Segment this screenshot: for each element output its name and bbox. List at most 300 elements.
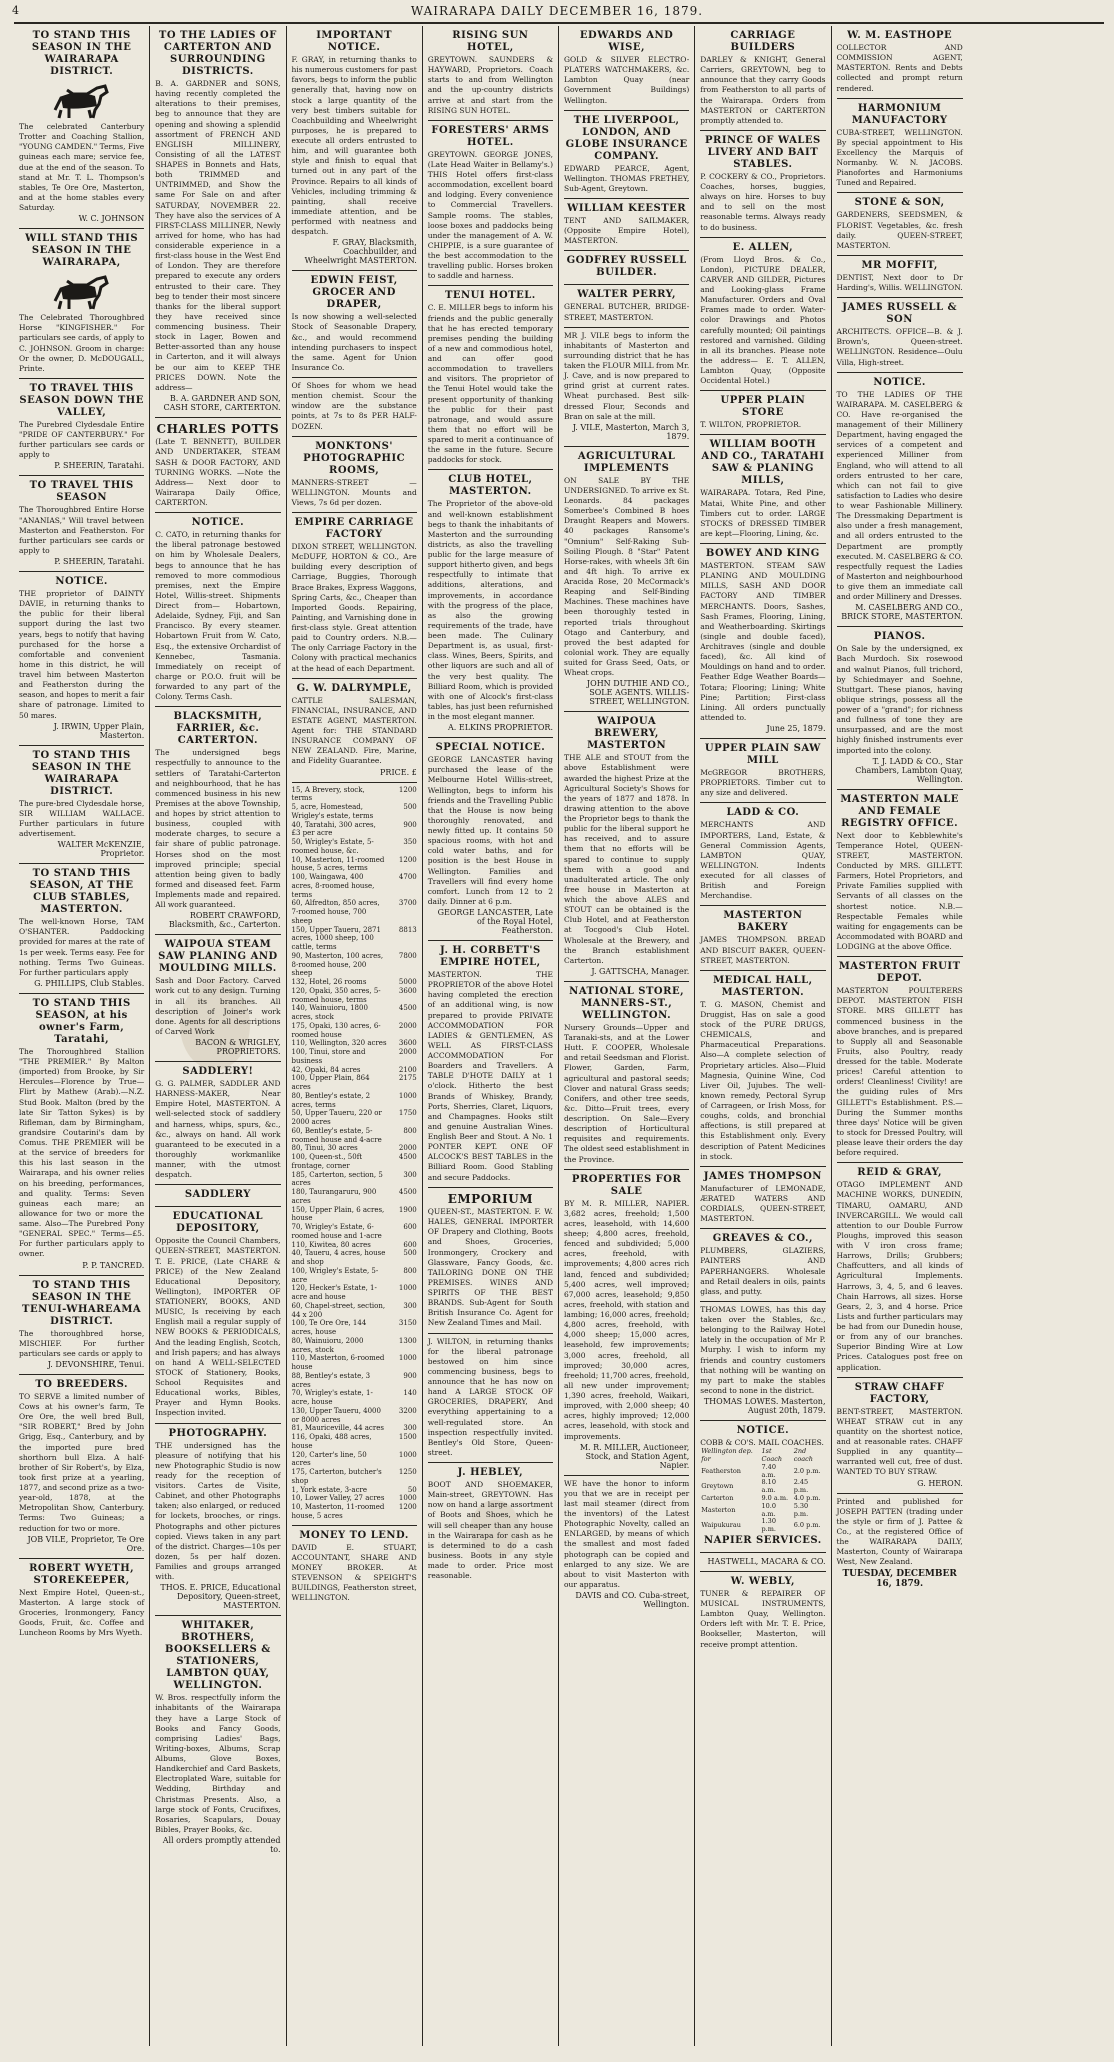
table-row	[292, 786, 417, 804]
property-price-table	[292, 786, 417, 1521]
ad-heading: ROBERT WYETH, STOREKEEPER,	[29, 1562, 135, 1586]
ad-body: GOLD & SILVER ELECTRO-PLATERS WATCHMAKERS, &c. Lambton Quay (near Government Buildings) Wellington.	[564, 55, 690, 105]
property-description: 120, Hecker's Estate, 1-acre and house	[291, 1284, 377, 1301]
advertisement	[428, 121, 553, 287]
table-row	[292, 1048, 417, 1066]
ad-signature: GEORGE LANCASTER, Late of the Royal Hotel, Featherston.	[437, 908, 553, 935]
ad-heading: NOTICE.	[191, 517, 245, 529]
advertisement	[19, 746, 144, 865]
advertisement	[155, 26, 280, 418]
ad-heading: UPPER PLAIN STORE	[720, 395, 806, 419]
ad-heading: EDWIN FEIST, GROCER AND DRAPER,	[310, 275, 398, 311]
table-row	[292, 1109, 417, 1127]
table-row	[292, 1424, 417, 1433]
ad-body: G. G. PALMER, SADDLER AND HARNESS-MAKER, Near Empire Hotel, MASTERTON. A well-selected stock of saddlery and harness, whips, spurs, &c., &c., always on hand. All work guaranteed to be executed in a thoroughly workmanlike manner, with the utmost despatch.	[155, 1079, 281, 1180]
ad-heading: MEDICAL HALL, MASTERTON.	[713, 974, 813, 998]
table-row	[292, 1127, 417, 1145]
ad-heading: HARMONIUM MANUFACTORY	[851, 102, 948, 126]
advertisement	[564, 328, 689, 447]
ad-signature: BACON & WRIGLEY, PROPRIETORS.	[195, 1038, 281, 1057]
ad-signature: PRICE. £	[380, 767, 417, 777]
ad-signature: G. PHILLIPS, Club Stables.	[34, 978, 145, 988]
ad-body: GREYTOWN. GEORGE JONES, (Late Head Waiter in Bellamy's.) THIS Hotel offers first-class accommodation, excellent board and lodging. Every convenience to Commercial Travellers. Sample rooms. The stables, loose boxes and paddocks being under the management of A. W. CHIPPIE, is a sure guarantee of the best accommodation to the travelling public. Horses broken to saddle and harness.	[427, 149, 553, 281]
ad-signature: DAVIS and CO. Cuba-street, Wellington.	[575, 1591, 690, 1609]
masthead	[0, 4, 1114, 20]
ad-heading: TENUI HOTEL.	[444, 290, 536, 302]
ad-heading: W. M. EASTHOPE	[847, 30, 953, 41]
property-price: 900	[403, 820, 417, 829]
property-description: 185, Carterton, section, 5 acres	[291, 1170, 383, 1188]
ad-body: BY M. R. MILLER, NAPIER. 3,682 acres, freehold; 1,500 acres, leasehold, with 14,600 sheep; 4,800 acres, freehold, fenced and subdivided; 5,000 acres, freehold, with improvements; 4,800 acres rich land, fenced and subdivided; 5,400 acres, well improved; 67,000 acres, leasehold; 9,850 acres, freehold, with station and lambing; 16,000 acres, freehold; 4,800 acres, freehold, with 4,000 sheep; 15,000 acres, leasehold, few improvements; 3,000 acres, freehold, all improved; 30,000 acres, freehold; 11,700 acres, freehold, all new under improvement; 1,390 acres, freehold, Waikari, improved, with 2,000 sheep; 40 acres, highly improved; 12,000 acres, leasehold, with stock and improvements.	[564, 1198, 690, 1441]
advertisement	[837, 1163, 963, 1377]
property-description: 90, Masterton, 100 acres, 8-roomed house, 200 sheep	[291, 951, 384, 978]
ad-body: The Thoroughbred Entire Horse "ANANIAS," Will travel between Masterton and Featherston. For further particulars see cards or apply to	[19, 505, 145, 555]
advertisement-columns	[14, 26, 1104, 2046]
ad-signature: A. ELKINS PROPRIETOR.	[447, 723, 553, 733]
advertisement	[19, 572, 144, 746]
property-price: 800	[403, 1126, 417, 1135]
timetable-cell: 2.0 p.m.	[793, 1466, 821, 1475]
ad-heading: BLACKSMITH, FARRIER, &c. CARTERTON.	[173, 711, 263, 747]
property-price: 140	[403, 1389, 417, 1398]
advertisement	[700, 131, 825, 238]
property-price: 3200	[398, 1406, 417, 1415]
property-description: 140, Wainuioru, 1800 acres, stock	[291, 1004, 368, 1021]
property-price: 1000	[398, 1354, 417, 1363]
ad-heading: CARRIAGE BUILDERS	[730, 30, 796, 53]
property-description: 70, Wrigley's Estate, 6-roomed house and 1-acre	[291, 1223, 382, 1240]
advertisement	[155, 1207, 280, 1423]
ad-body: TUNER & REPAIRER OF MUSICAL INSTRUMENTS, Lambton Quay, Wellington. Orders left with Mr. T. E. Price, Bookseller, Masterton, will receive prompt attention.	[700, 1588, 826, 1649]
table-row	[292, 899, 417, 925]
ad-heading: TO THE LADIES OF CARTERTON AND SURROUNDING DISTRICTS.	[158, 30, 277, 77]
ad-signature: M. R. MILLER, Auctioneer, Stock, and Station Agent, Napier.	[579, 1442, 690, 1470]
ad-heading: THE LIVERPOOL, LONDON, AND GLOBE INSURANCE COMPANY.	[565, 114, 688, 162]
ad-heading: PHOTOGRAPHY.	[168, 1427, 268, 1439]
timetable-cell: 4.0 p.m.	[793, 1493, 821, 1502]
ad-heading: WALTER PERRY,	[577, 289, 676, 301]
ad-signature: P. SHEERIN, Taratahi.	[54, 557, 145, 566]
ad-heading: TO TRAVEL THIS SEASON DOWN THE VALLEY,	[19, 382, 144, 418]
table-row	[292, 1039, 417, 1048]
ad-body: COBB & CO'S. MAIL COACHES.	[700, 1438, 824, 1447]
ad-body: GENERAL BUTCHER, BRIDGE-STREET, MASTERTON.	[564, 302, 690, 322]
ad-body: TO SERVE a limited number of Cows at his owner's farm, Te Ore Ore, the well bred Bull, "SIR ROBERT," Bred by John Grigg, Esq., Canterbury, and by the imported pure bred shorthorn bull Elza. A half-brother of Sir Robert's, by Elza, took first prize at a yearling, 1877, and second prize as a two-year-old, 1878, at the Metropolitan Show, Canterbury. Terms: Two Guineas; a reduction for two or more.	[19, 1391, 145, 1533]
column-6	[695, 26, 831, 2046]
advertisement	[19, 994, 144, 1276]
table-row	[292, 1267, 417, 1285]
advertisement	[292, 271, 417, 378]
ad-heading: RISING SUN HOTEL,	[452, 30, 529, 53]
advertisement	[564, 1476, 689, 1614]
table-row	[292, 1468, 417, 1486]
property-description: 110, Kiwitea, 80 acres	[291, 1240, 371, 1249]
advertisement	[700, 803, 825, 906]
advertisement	[19, 229, 144, 379]
advertisement	[428, 1334, 553, 1464]
property-description: 80, Wainuioru, 2000 acres, stock	[291, 1336, 364, 1354]
timetable-header: 2nd coach	[793, 1447, 813, 1463]
ad-body: DARLEY & KNIGHT, General Carriers, GREYTOWN, beg to announce that they carry Goods from Featherston to all parts of the Wairarapa. Orders from MASTERTON or CARTERTON promptly attended to.	[700, 55, 826, 125]
ad-body: GREYTOWN. SAUNDERS & HAYWARD, Proprietors. Coach starts to and from Wellington and the up-country districts arrive at and start from the RISING SUN HOTEL.	[427, 55, 553, 115]
property-description: 42, Opaki, 84 acres	[291, 1065, 361, 1074]
ad-body: EDWARD PEARCE, Agent, Wellington. THOMAS FRETHEY, Sub-Agent, Greytown.	[564, 163, 690, 193]
advertisement	[155, 935, 280, 1062]
property-price: 3600	[398, 986, 417, 995]
ad-heading: PIANOS.	[873, 631, 926, 643]
ad-body: MASTERTON. THE PROPRIETOR of the above Hotel having completed the erection of an additional wing, is now prepared to provide PRIVATE ACCOMMODATION FOR LADIES & GENTLEMEN, AS WELL AS FIRST-CLASS ACCOMMODATION For Boarders and Travellers. A TABLE D'HOTE DAILY at 1 o'clock. Hitherto the best Brands of Whiskey, Brandy, Ports, Sherries, Claret, Liquors, and Champagnes. Hooks stilt and genuine Australian Wines. English Beer and Stout. A No. 1 PONTER KEPT. ONE OF ALCOCK'S BEST TABLES in the Billiard Room. Good Stabling and secure Paddocks.	[427, 970, 554, 1182]
property-price: 300	[403, 1424, 417, 1433]
property-description: 88, Bentley's estate, 3 acres	[291, 1371, 371, 1389]
ad-body: The celebrated Canterbury Trotter and Coaching Stallion, "YOUNG CAMDEN." Terms, Five guineas each mare; service fee, due at the end of the season. To stand at Mr. T. L. Thompson's stables, Te Ore Ore, Masterton, and at the home stables every Saturday.	[19, 122, 145, 212]
table-row	[292, 1171, 417, 1189]
advertisement	[837, 26, 963, 99]
ad-signature: J. IRWIN, Upper Plain, Masterton.	[53, 721, 145, 740]
ad-body: CATTLE SALESMAN, FINANCIAL, INSURANCE, AND ESTATE AGENT, MASTERTON. Agent for: THE STANDARD INSURANCE COMPANY OF NEW ZEALAND. Fire, Marine, and Fidelity Guarantee.	[291, 695, 417, 766]
property-price: 8813	[398, 925, 417, 934]
table-row	[292, 1389, 417, 1407]
ad-signature: JOB VILE, Proprietor, Te Ore Ore.	[27, 1534, 145, 1553]
ad-heading: NOTICE.	[55, 576, 108, 587]
ad-heading: STRAW CHAFF FACTORY,	[854, 1381, 945, 1405]
column-1	[14, 26, 150, 2046]
advertisement	[700, 1421, 825, 1553]
advertisement	[564, 712, 689, 982]
ad-signature: June 25, 1879.	[766, 724, 826, 733]
advertisement	[292, 437, 417, 513]
advertisement	[837, 99, 963, 194]
ad-body: The Proprietor of the above-old and well-known establishment begs to thank the inhabitants of Masterton and the surrounding districts, as also the travelling public for the large measure of support hitherto given, and begs respectfully to intimate that additions, alterations, and improvements, in accordance with the progress of the place, as also the growing requirements of the trade, have been made. The Culinary Department is, as usual, first-class. Wines, Beers, Spirits, and other liquors are such and all of the very best quality. The Billiard Room, which is provided with one of Alcock's first-class tables, has just been refurnished in the most elegant manner.	[427, 499, 553, 721]
ad-heading: CHARLES POTTS	[156, 421, 280, 436]
timetable-cell: 6.0 p.m.	[793, 1521, 821, 1530]
ad-body: Opposite the Council Chambers, QUEEN-STREET, MASTERTON. T. E. PRICE, (Late CHARE & PRICE) of the New Zealand Educational Depository, Wellington), IMPORTER OF STATIONERY, BOOKS, AND MUSIC, Is receiving by each English mail a regular supply of NEW BOOKS & PERIODICALS, And the leading English, Scotch, and Irish papers; and has always on hand A WELL-SELECTED STOCK of Stationery, Books, School Requisites and Educational works, Bibles, Prayer and Hymn Books. Inspection invited.	[155, 1236, 281, 1418]
table-row	[292, 1206, 417, 1224]
advertisement	[700, 906, 825, 970]
column-3	[287, 26, 423, 2046]
property-price: 600	[403, 1240, 417, 1249]
table-row	[292, 1337, 417, 1355]
property-description: 10, Masterton, 11-roomed house, 5 acres	[291, 1503, 385, 1520]
property-price: 2100	[398, 1065, 417, 1074]
table-row	[292, 926, 417, 952]
advertisement	[564, 199, 689, 251]
table-row	[292, 978, 417, 987]
table-row	[292, 1074, 417, 1092]
property-description: 100, Tinui, store and business	[291, 1048, 366, 1065]
advertisement	[837, 298, 963, 373]
ad-body: The undersigned begs respectfully to announce to the settlers of Taratahi-Carterton and neighbourhood, that he has commenced business in his new Premises at the above Township, and hopes by strict attention to business, coupled with moderate charges, to secure a fair share of public patronage. Horses shod on the most improved principle; special attention being given to badly formed and diseased feet. Farm Implements made and repaired. All work guaranteed.	[155, 748, 281, 910]
ad-body: F. GRAY, in returning thanks to his numerous customers for past favors, begs to inform the public generally that, having now on stock a large quantity of the very best timbers suitable for Coachbuilding and Wheelwright purposes, he is prepared to execute all orders entrusted to him, and will guarantee both style and finish to equal that turned out in any part of the Province. Repairs to all kinds of Vehicles, including trimming & painting, shall receive immediate attention, and be performed with neatness and despatch.	[291, 55, 417, 237]
property-price: 1200	[398, 855, 417, 864]
table-row	[292, 1022, 417, 1040]
ad-body: J. WILTON, in returning thanks for the liberal patronage bestowed on him since commencing business, begs to announce that he has now on hand A LARGE STOCK OF GROCERIES, DRAPERY, And everything appertaining to a well-regulated store. An inspection respectfully invited. Bentley's Old Store, Queen-street.	[427, 1336, 553, 1457]
ad-signature: P. P. TANCRED.	[82, 1260, 145, 1270]
property-description: 10, Masterton, 11-roomed house, 5 acres, terms	[291, 855, 385, 873]
ad-body: On Sale by the undersigned, ex Bach Murdoch. Six rosewood and walnut Pianos, full trichord, by Schiedmayer and Soehne, Stuttgart. These pianos, having oblique strings, possess all the power of a "grand"; for richness and fullness of tone they are unsurpassed, and are the most highly finished instruments ever imported into the colony.	[836, 644, 963, 755]
advertisement	[428, 1463, 553, 1585]
advertisement	[155, 1185, 280, 1207]
horse-illustration	[19, 271, 144, 311]
advertisement	[837, 790, 963, 958]
property-description: 50, Upper Taueru, 220 or 2000 acres	[291, 1109, 382, 1126]
timetable-cell: 10.0 a.m.	[761, 1501, 776, 1518]
property-price: 1000	[398, 1494, 417, 1503]
ad-body: TO THE LADIES OF THE WAIRARAPA. M. CASELBERG & CO. Have re-organised the management of their Millinery Department, having engaged the services of a competent and experienced Milliner from England, who will attend to all orders entrusted to her care, which can not fail to give satisfaction to Ladies who desire to wear Fashionable Millinery. The Dressmaking Department is also under a fresh management, and all orders entrusted to the Department are promptly executed. M. CASELBERG & CO. respectfully request the Ladies of Masterton and neighbourhood to give them an immediate call and order Millinery and Dresses.	[836, 389, 963, 602]
advertisement	[292, 513, 417, 679]
advertisement	[564, 251, 689, 285]
ad-body: THE proprietor of DAINTY DAVIE, in returning thanks to the public for their liberal support during the last two years, begs to notify that having purchased for the horse a comfortable and convenient home in this district, he will travel him between Masterton and Featherston during the season, and hopes to merit a fair share of patronage. Limited to 50 mares.	[19, 589, 145, 720]
table-row	[292, 987, 417, 1005]
table-row	[292, 1407, 417, 1425]
advertisement	[700, 1553, 825, 1572]
property-price: 2000	[398, 1144, 417, 1153]
property-price: 1200	[398, 1503, 417, 1511]
masthead-title: WAIRARAPA DAILY DECEMBER 16, 1879.	[410, 4, 704, 18]
ad-body: PLUMBERS, GLAZIERS, PAINTERS AND PAPERHANGERS. Wholesale and Retail dealers in oils, paints glass, and putty.	[700, 1246, 826, 1296]
advertisement	[155, 1062, 280, 1185]
ad-body: DAVID E. STUART, ACCOUNTANT, SHARE AND MONEY BROKER. At STEVENSON & SPEIGHT'S BUILDINGS, Featherston street, WELLINGTON.	[291, 1542, 417, 1603]
property-description: 50, Wrigley's Estate, 5-roomed house, &c.	[291, 838, 374, 855]
ad-signature: F. GRAY, Blacksmith, Coachbuilder, and Wheelwright MASTERTON.	[304, 238, 417, 266]
property-description: 15, A Brevery, stock, terms	[291, 785, 365, 803]
ad-heading: MASTERTON MALE AND FEMALE REGISTRY OFFICE.	[840, 793, 959, 829]
ad-heading: TO STAND THIS SEASON, at his owner's Farm, Taratahi,	[32, 997, 131, 1045]
ad-body: ARCHITECTS. OFFICE—B. & J. Brown's, Queen-street. WELLINGTON. Residence—Oulu Villa, High-street.	[836, 327, 963, 367]
advertisement	[700, 544, 825, 739]
property-description: 1, York estate, 3-acre	[291, 1485, 367, 1494]
advertisement	[19, 1276, 144, 1375]
property-price: 3700	[398, 899, 417, 908]
ad-body: MERCHANTS AND IMPORTERS, Land, Estate, & General Commission Agents, LAMBTON QUAY, WELLINGTON. Indents executed for all classes of British and Foreign Merchandise.	[700, 820, 826, 901]
ad-body: TENT AND SAILMAKER, (Opposite Empire Hotel), MASTERTON.	[564, 216, 690, 246]
property-description: 100, Waingawa, 400 acres, 8-roomed house, terms	[291, 873, 375, 899]
property-description: 80, Bentley's estate, 2 acres, terms	[291, 1091, 371, 1109]
ad-body: MANNERS-STREET — WELLINGTON. Mounts and Views, 7s 6d per dozen.	[291, 477, 417, 507]
table-row	[292, 1486, 417, 1495]
advertisement	[564, 111, 689, 199]
property-price: 4500	[398, 1188, 417, 1196]
ad-body: Printed and published for JOSEPH PATTEN (trading under the style or firm of J. Pattee & Co., at the registered Office of the WAIRARAPA DAILY, Masterton, County of Wairarapa West, New Zealand.	[836, 1496, 963, 1567]
advertisement	[564, 1170, 689, 1476]
advertisement	[700, 971, 825, 1167]
ad-body: Manufacturer of LEMONADE, ÆRATED WATERS AND CORDIALS, QUEEN-STREET, MASTERTON.	[700, 1183, 826, 1224]
ad-heading: JAMES THOMPSON	[703, 1170, 822, 1182]
ad-heading: NATIONAL STORE, MANNERS-ST., WELLINGTON.	[569, 985, 685, 1021]
property-description: 100, Te Ore Ore, 144 acres, house	[291, 1319, 367, 1336]
property-price: 500	[403, 1249, 417, 1258]
timetable-cell: Greytown	[701, 1482, 734, 1491]
ad-body: Next Empire Hotel, Queen-st., Masterton. A large stock of Groceries, Ironmongery, Fancy Goods, Fruit, &c. Coffee and Luncheon Rooms by Mrs Wyeth.	[19, 1587, 145, 1638]
ad-heading: TO STAND THIS SEASON, AT THE CLUB STABLES, MASTERTON.	[29, 868, 134, 916]
ad-body: P. COCKERY & CO., Proprietors. Coaches, horses, buggies, always on hire. Horses to buy and to sell on the most reasonable terms. Always ready to do business.	[700, 171, 826, 232]
property-description: 116, Opaki, 488 acres, house	[291, 1433, 372, 1450]
ad-signature: T. J. LADD & CO., Star Chambers, Lambton Quay, Wellington.	[855, 756, 963, 784]
table-row	[292, 1066, 417, 1075]
advertisement	[155, 707, 280, 935]
advertisement	[700, 1167, 825, 1230]
table-row	[292, 1451, 417, 1469]
property-price: 2000	[398, 1021, 417, 1030]
ad-heading: WAIPOUA STEAM SAW PLANING AND MOULDING MILLS.	[158, 939, 278, 975]
table-row	[292, 1494, 417, 1503]
property-price: 350	[403, 838, 417, 846]
timetable-header: Wellington dep. for	[701, 1447, 753, 1463]
property-price: 4700	[398, 873, 417, 881]
ad-heading: TO BREEDERS.	[35, 1378, 128, 1390]
advertisement	[700, 238, 825, 392]
ad-heading: WILLIAM BOOTH AND CO., TARATAHI SAW & PLANING MILLS,	[701, 439, 825, 487]
advertisement	[428, 286, 553, 470]
ad-signature: W. C. JOHNSON	[78, 214, 145, 224]
table-row	[292, 1302, 417, 1320]
property-price: 1000	[398, 1091, 417, 1100]
ad-heading: SPECIAL NOTICE.	[435, 742, 546, 754]
advertisement	[292, 783, 417, 1526]
ad-signature: G. HERON.	[917, 1478, 963, 1488]
ad-body: MASTERTON POULTERERS DEPOT. MASTERTON FISH STORE. MRS GILLETT has commenced business in the above branches, and is prepared to Supply all and Seasonable Fruits, also Poultry, ready dressed for the table. Moderate prices! Careful attention to orders! Cleanliness! Civility! are the guiding rules of Mrs GILLETT's Establishment. P.S.—During the Summer months three days' Notice will be given to stock for Dressed Poultry, will please leave their orders the day before required.	[836, 986, 963, 1158]
property-description: 175, Carterton, butcher's shop	[291, 1468, 382, 1485]
ad-signature: WALTER McKENZIE, Proprietor.	[57, 840, 145, 859]
advertisement	[155, 1424, 280, 1617]
property-price: 1300	[398, 1336, 417, 1345]
advertisement	[700, 1572, 825, 1654]
ad-heading: TO TRAVEL THIS SEASON	[29, 480, 134, 504]
timetable-cell: Masterton	[701, 1505, 736, 1514]
ad-heading: WILLIAM KEESTER	[567, 203, 687, 214]
column-7	[832, 26, 968, 2046]
property-description: 120, Carter's line, 50 acres	[291, 1450, 367, 1468]
ad-heading: TO STAND THIS SEASON IN THE WAIRARAPA DISTRICT.	[31, 749, 132, 797]
advertisement	[700, 26, 825, 131]
property-price: 3150	[398, 1319, 417, 1328]
ad-signature: ROBERT CRAWFORD, Blacksmith, &c., Carterton.	[168, 911, 281, 930]
table-row	[292, 1153, 417, 1171]
property-description: 150, Upper Taueru, 2871 acres, 1000 sheep, 100 cattle, terms	[291, 925, 381, 951]
property-description: 120, Opaki, 350 acres, 5-roomed house, terms	[291, 986, 381, 1004]
property-price: 300	[403, 1301, 417, 1310]
timetable-cell: Waipukurau	[701, 1521, 741, 1530]
property-price: 500	[403, 803, 417, 811]
advertisement	[19, 1375, 144, 1559]
ad-body: CUBA-STREET, WELLINGTON. By special appointment to His Excellency the Marquis of Normanby. W. N. JACOBS. Pianofortes and Harmoniums Tuned and Repaired.	[836, 127, 963, 188]
property-price: 300	[403, 1170, 417, 1179]
table-row	[292, 1433, 417, 1451]
ad-heading: WHITAKER, BROTHERS, BOOKSELLERS & STATIONERS, LAMBTON QUAY, WELLINGTON.	[164, 1620, 271, 1692]
coach-timetable	[700, 1448, 825, 1534]
property-description: 60, Bentley's estate, 5-roomed house and 4-acre	[291, 1126, 382, 1144]
advertisement	[837, 1378, 963, 1494]
advertisement	[19, 26, 144, 229]
advertisement	[564, 447, 689, 713]
ad-body: JAMES THOMPSON. BREAD AND BISCUIT BAKER, QUEEN-STREET, MASTERTON.	[700, 935, 826, 965]
ad-heading: WILL STAND THIS SEASON IN THE WAIRARAPA,	[25, 233, 139, 269]
ad-body: C. CATO, in returning thanks for the liberal patronage bestowed on him by Wholesale Dealers, begs to announce that he has removed to more commodious premises, next the Empire Hotel, Willis-street. Shipments Direct from— Hobartown, Adelaide, Sydney, Fiji, and San Francisco. By every steamer. Hobartown Fruit from W. Cato, Esq., the extensive Orchardist of Kennebec, Tasmania. Immediately on receipt of charge or P.O.O. fruit will be forwarded to any part of the Colony. Terms Cash.	[155, 530, 281, 702]
table-row	[292, 838, 417, 856]
ad-heading: JAMES RUSSELL & SON	[842, 302, 958, 326]
ad-heading: TO STAND THIS SEASON IN THE TENUI-WHAREAMA DISTRICT.	[22, 1279, 142, 1327]
property-description: 132, Hotel, 26 rooms	[291, 978, 367, 986]
property-description: 100, Upper Plain, 864 acres	[291, 1074, 370, 1091]
table-row	[292, 873, 417, 899]
advertisement	[700, 1229, 825, 1302]
ad-heading: J. HEBLEY,	[457, 1467, 524, 1479]
timetable-title: NAPIER SERVICES.	[704, 1534, 822, 1546]
property-price: 1200	[398, 785, 417, 794]
property-description: 80, Tinui, 30 acres	[291, 1144, 358, 1153]
property-price: 1250	[398, 1468, 417, 1476]
ad-heading: PRINCE OF WALES LIVERY AND BAIT STABLES.	[705, 134, 821, 170]
property-description: 110, Wellington, 320 acres	[291, 1039, 387, 1048]
advertisement	[837, 957, 963, 1163]
ad-heading: SADDLERY	[184, 1189, 251, 1201]
imprint-date: TUESDAY, DECEMBER 16, 1879.	[842, 1569, 957, 1590]
table-row	[700, 1464, 825, 1480]
property-price: 2175	[398, 1074, 417, 1083]
page-number: 4	[12, 4, 20, 17]
advertisement	[155, 418, 280, 513]
timetable-cell: 2.45 p.m.	[793, 1478, 809, 1495]
advertisement	[155, 513, 280, 707]
advertisement	[564, 26, 689, 111]
table-row	[292, 1319, 417, 1337]
ad-body: GARDENERS, SEEDSMEN, & FLORIST. Vegetables, &c. fresh daily. QUEEN-STREET, MASTERTON.	[836, 210, 963, 250]
property-description: 10, Lower Valley, 27 acres	[291, 1494, 385, 1503]
ad-signature: HASTWELL, MACARA & CO.	[707, 1556, 826, 1566]
ad-heading: E. ALLEN,	[732, 241, 794, 253]
table-row	[292, 1004, 417, 1022]
advertisement	[292, 1526, 417, 1608]
ad-heading: J. H. CORBETT'S EMPIRE HOTEL,	[440, 945, 541, 968]
timetable-cell: Carterton	[701, 1493, 734, 1502]
ad-body: OTAGO IMPLEMENT AND MACHINE WORKS, DUNEDIN, TIMARU, OAMARU, AND INVERCARGILL. We would call attention to our Double Furrow Ploughs, improved this season with V iron cross frame; Harrows, Drills; Grubbers; Chaffcutters, and all kinds of Agricultural Implements. Harrows, 3, 4, 5, and 6 leaves. Chain Harrows, all sizes. Horse Gears, 2, 3, and 4 horse. Price Lists and further particulars may be had from our Dunedin house, or from any of our branches. Superior Binding Wire at Low Prices. Catalogues post free on application.	[836, 1180, 963, 1372]
advertisement	[19, 864, 144, 994]
advertisement	[428, 1188, 553, 1334]
ad-heading: IMPORTANT NOTICE.	[316, 30, 393, 53]
timetable-cell: 1.30 p.m.	[761, 1517, 776, 1534]
advertisement	[428, 470, 553, 738]
timetable-header: 1st Coach	[761, 1447, 783, 1463]
table-row	[292, 1372, 417, 1390]
advertisement	[700, 1302, 825, 1421]
property-price: 7800	[398, 951, 417, 960]
ad-heading: EDWARDS AND WISE,	[579, 30, 674, 53]
table-row	[292, 1092, 417, 1110]
table-row	[292, 1223, 417, 1241]
ad-heading: G. W. DALRYMPLE,	[296, 682, 412, 694]
ad-heading: TO STAND THIS SEASON IN THE WAIRARAPA DISTRICT.	[31, 30, 132, 77]
ad-heading: MASTERTON FRUIT DEPOT.	[838, 961, 961, 985]
column-4	[423, 26, 559, 2046]
property-price: 800	[403, 1266, 417, 1275]
ad-heading: PROPERTIES FOR SALE	[571, 1173, 682, 1197]
ad-heading: EMPORIUM	[447, 1191, 533, 1206]
table-row	[292, 856, 417, 874]
ad-body: T. G. MASON, Chemist and Druggist, Has on sale a good stock of the PURE DRUGS, CHEMICALS, and Pharmaceutical Preparations. Also—A complete selection of Proprietary articles. Also—Fluid Magnesia, Quinine Wine, Cod Liver Oil, Jujubes. The well-known remedy, Pectoral Syrup of Carrageen, or Irish Moss, for coughs, colds, and bronchial affections, is still prepared at this Establishment only. Every description of Patent Medicines in stock.	[700, 999, 826, 1161]
advertisement	[428, 738, 553, 941]
property-description: 100, Wrigley's Estate, 5-acre	[291, 1266, 379, 1284]
property-description: 100, Queen-st., 50ft frontage, corner	[291, 1153, 363, 1170]
ad-body: The well-known Horse, TAM O'SHANTER. Paddocking provided for mares at the rate of 1s per week. Terms easy. Fee for nothing. Terms Two Guineas. For further particulars apply	[19, 917, 145, 977]
ad-heading: MONEY TO LEND.	[299, 1529, 409, 1541]
ad-signature: P. SHEERIN, Taratahi.	[54, 461, 145, 471]
ad-heading: GODFREY RUSSELL BUILDER.	[566, 255, 687, 279]
advertisement	[292, 26, 417, 271]
ad-heading: NOTICE.	[736, 1425, 790, 1436]
ad-body: The Thoroughbred Stallion "THE PREMIER." By Malton (imported) from Brooke, by Sir Hercules—Florence by True—Flirt by Mathew (Arab).—N.Z. Stud Book. Malton (bred by the late Sir Tatton Sykes) is by Rifleman, dam by Birmingham, grandsire Coutarini's dam by Comus. THE PREMIER will be at the service of breeders for this his last season in the Wairarapa, and his owner relies on his breeding, performances, and quality. Terms: Seven guineas each mare; an allowance for two or more the same. Also—The Purebred Pony "GENERAL SPEC." Terms—£5. For further particulars apply to owner.	[19, 1046, 145, 1259]
ad-body: Nursery Grounds—Upper and Taranaki-sts, and at the Lower Hutt. F. COOPER, Wholesale and retail Seedsman and Florist. Flower, Garden, Farm, agricultural and pastoral seeds; Clover and natural Grass seeds; Conifers, and other tree seeds, &c. Ditto—Fruit trees, every description. On Sale—Every description of Horticultural requisites and requirements. The oldest seed establishment in the Province.	[564, 1022, 690, 1164]
ad-body: The thoroughbred horse, MISCHIEF. For further particulars see cards or apply to	[19, 1328, 145, 1358]
advertisement	[837, 256, 963, 298]
